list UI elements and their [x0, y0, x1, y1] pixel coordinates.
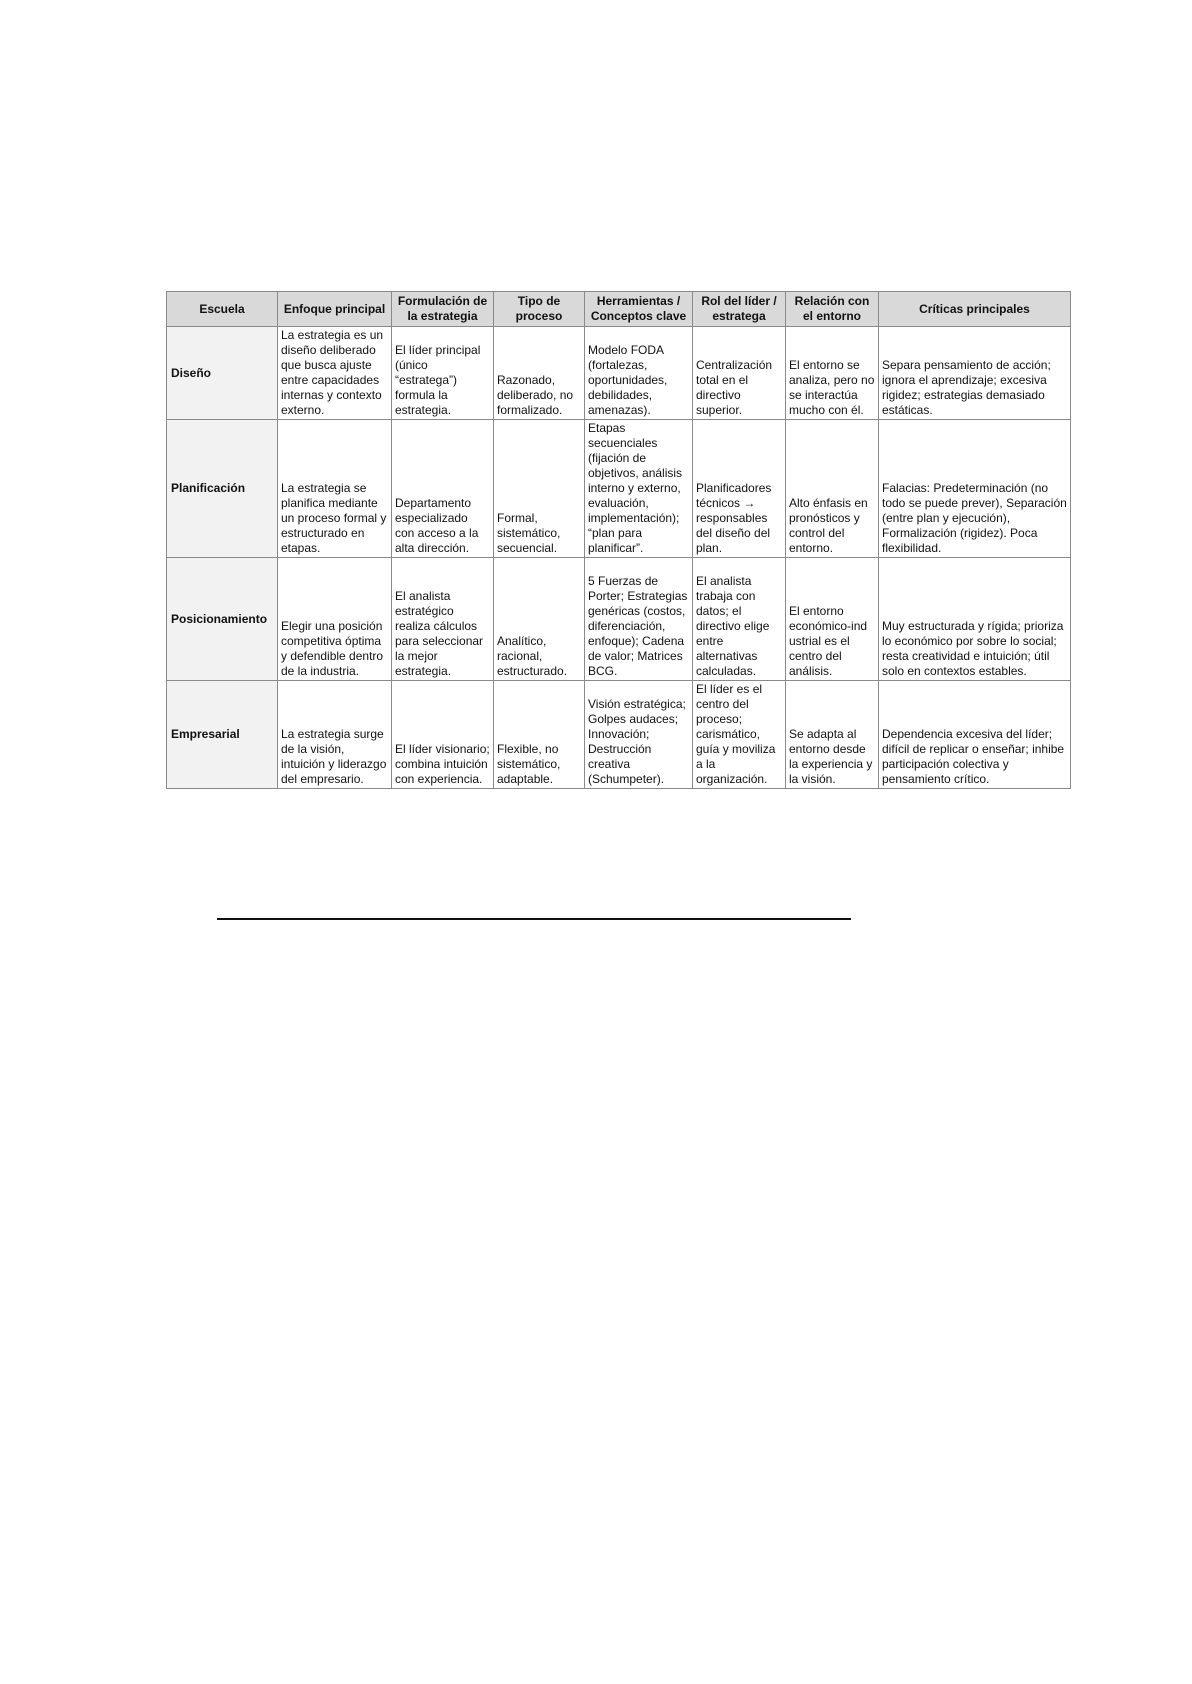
- header-escuela: Escuela: [167, 292, 278, 327]
- table-cell: Visión estratégica; Golpes audaces; Innovación; Destrucción creativa (Schumpeter).: [585, 681, 693, 789]
- table-cell: El líder visionario; combina intuición con experiencia.: [392, 681, 494, 789]
- table-cell: Planificadores técnicos → responsables del diseño del plan.: [693, 420, 786, 558]
- school-name: Empresarial: [167, 681, 278, 789]
- header-enfoque: Enfoque principal: [278, 292, 392, 327]
- table-cell: Alto énfasis en pronósticos y control del entorno.: [786, 420, 879, 558]
- table-cell: Centralización total en el directivo superior.: [693, 327, 786, 420]
- table-cell: 5 Fuerzas de Porter; Estrategias genéricas (costos, diferenciación, enfoque); Cadena de valor; Matrices BCG.: [585, 558, 693, 681]
- school-name: Planificación: [167, 420, 278, 558]
- table-cell: Departamento especializado con acceso a la alta dirección.: [392, 420, 494, 558]
- header-herramientas: Herramientas / Conceptos clave: [585, 292, 693, 327]
- header-tipo-proceso: Tipo de proceso: [494, 292, 585, 327]
- table-cell: Modelo FODA (fortalezas, oportunidades, debilidades, amenazas).: [585, 327, 693, 420]
- header-formulacion: Formulación de la estrategia: [392, 292, 494, 327]
- header-relacion-entorno: Relación con el entorno: [786, 292, 879, 327]
- table-cell: La estrategia surge de la visión, intuición y liderazgo del empresario.: [278, 681, 392, 789]
- table-row: [167, 558, 1071, 681]
- table-header-row: [167, 292, 1071, 327]
- table-cell: Formal, sistemático, secuencial.: [494, 420, 585, 558]
- table-cell: Separa pensamiento de acción; ignora el aprendizaje; excesiva rigidez; estrategias demasiado estáticas.: [879, 327, 1071, 420]
- header-criticas: Críticas principales: [879, 292, 1071, 327]
- table-row: [167, 681, 1071, 789]
- table-row: [167, 327, 1071, 420]
- table-cell: Elegir una posición competitiva óptima y defendible dentro de la industria.: [278, 558, 392, 681]
- table-cell: El entorno se analiza, pero no se interactúa mucho con él.: [786, 327, 879, 420]
- table-cell: El líder es el centro del proceso; carismático, guía y moviliza a la organización.: [693, 681, 786, 789]
- table-cell: Muy estructurada y rígida; prioriza lo económico por sobre lo social; resta creatividad e intuición; útil solo en contextos estables.: [879, 558, 1071, 681]
- table-cell: Analítico, racional, estructurado.: [494, 558, 585, 681]
- table-cell: El analista trabaja con datos; el directivo elige entre alternativas calculadas.: [693, 558, 786, 681]
- schools-comparison-table: [166, 291, 1071, 789]
- table-cell: El líder principal (único “estratega”) formula la estrategia.: [392, 327, 494, 420]
- table-cell: La estrategia es un diseño deliberado que busca ajuste entre capacidades internas y contexto externo.: [278, 327, 392, 420]
- horizontal-rule: [217, 918, 851, 920]
- table-cell: El entorno económico-ind ustrial es el centro del análisis.: [786, 558, 879, 681]
- table-cell: Falacias: Predeterminación (no todo se puede prever), Separación (entre plan y ejecución), Formalización (rigidez). Poca flexibilidad.: [879, 420, 1071, 558]
- table-cell: Etapas secuenciales (fijación de objetivos, análisis interno y externo, evaluación, implementación); “plan para planificar”.: [585, 420, 693, 558]
- table-row: [167, 420, 1071, 558]
- table-cell: Razonado, deliberado, no formalizado.: [494, 327, 585, 420]
- table-cell: Dependencia excesiva del líder; difícil de replicar o enseñar; inhibe participación colectiva y pensamiento crítico.: [879, 681, 1071, 789]
- table-cell: El analista estratégico realiza cálculos para seleccionar la mejor estrategia.: [392, 558, 494, 681]
- table-cell: Se adapta al entorno desde la experiencia y la visión.: [786, 681, 879, 789]
- header-rol-lider: Rol del líder / estratega: [693, 292, 786, 327]
- school-name: Diseño: [167, 327, 278, 420]
- table-cell: Flexible, no sistemático, adaptable.: [494, 681, 585, 789]
- table-cell: La estrategia se planifica mediante un proceso formal y estructurado en etapas.: [278, 420, 392, 558]
- school-name: Posicionamiento: [167, 558, 278, 681]
